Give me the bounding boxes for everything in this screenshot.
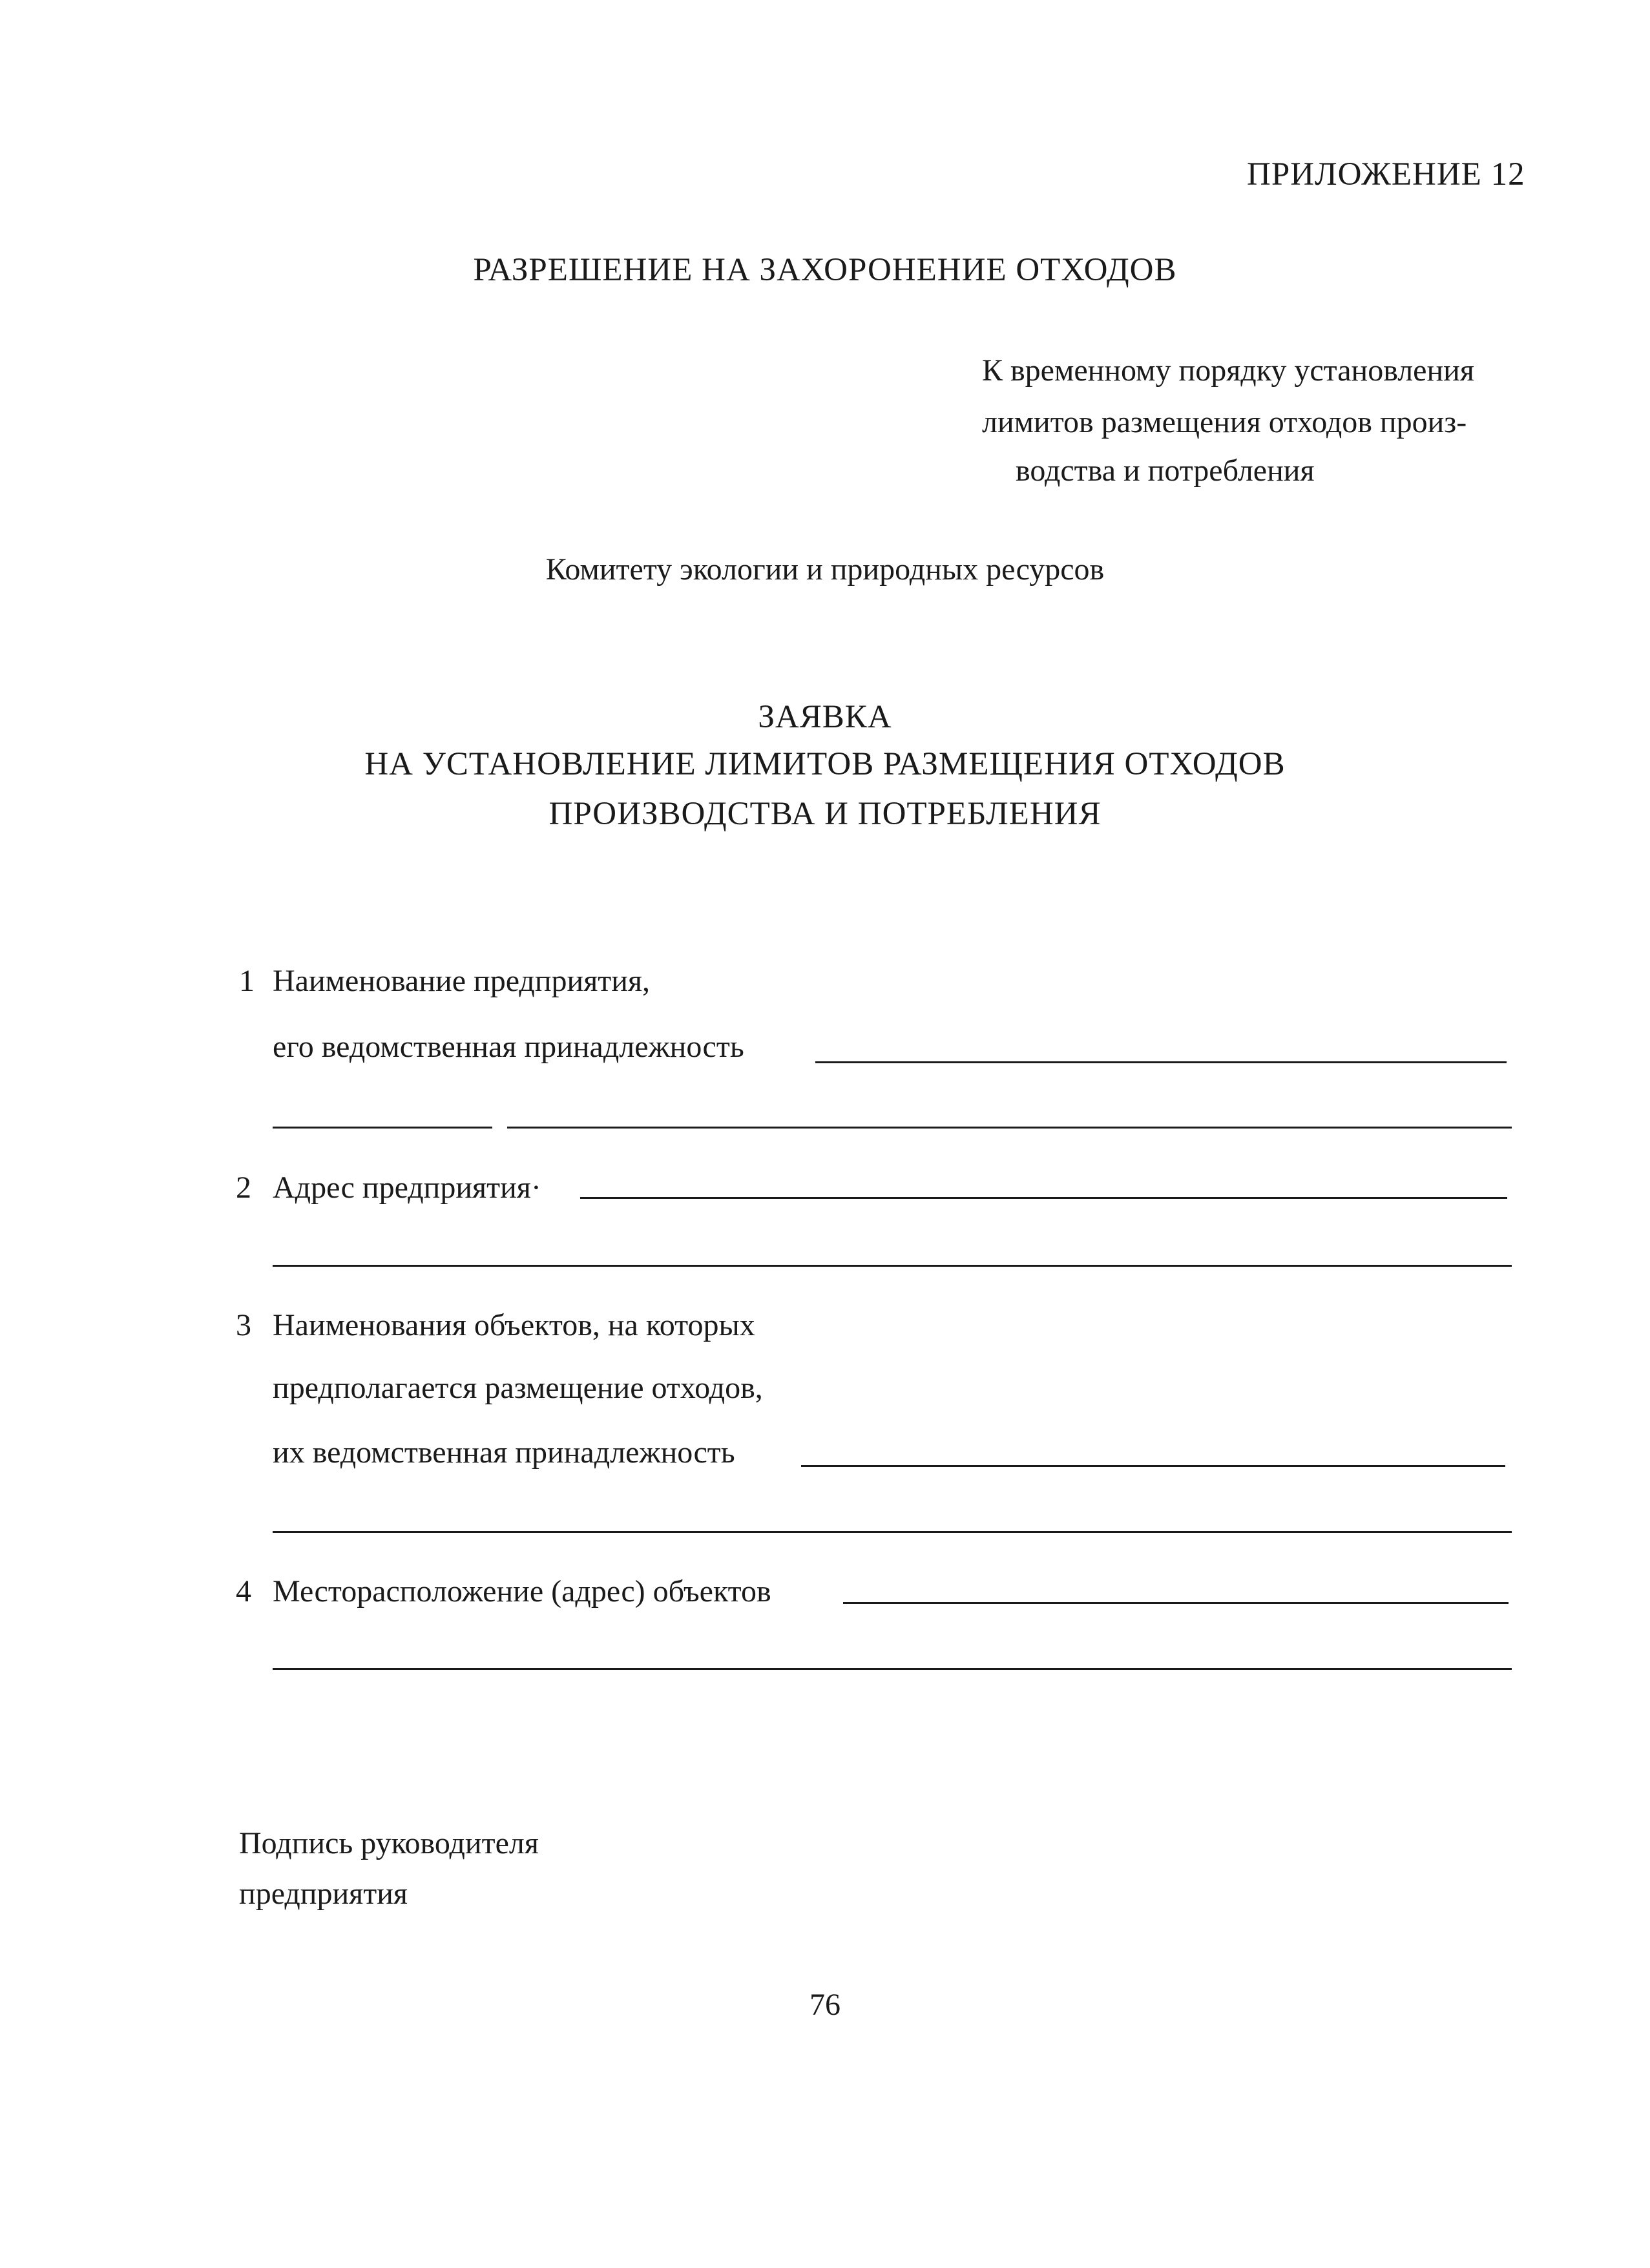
field-1-input-line-2a[interactable] [273, 1127, 492, 1129]
field-3-number: 3 [236, 1308, 251, 1342]
field-3-input-line-2[interactable] [273, 1531, 1512, 1533]
signature-label-line-1: Подпись руководителя [239, 1826, 539, 1860]
field-3-label-line-2: предполагается размещение отходов, [273, 1371, 763, 1405]
field-1-input-line-1[interactable] [815, 1061, 1507, 1063]
field-1-number: 1 [239, 964, 255, 998]
permit-title: РАЗРЕШЕНИЕ НА ЗАХОРОНЕНИЕ ОТХОДОВ [473, 252, 1177, 288]
field-4-label: Месторасположение (адрес) объектов [273, 1574, 771, 1608]
field-4-input-line-1[interactable] [843, 1602, 1509, 1604]
reference-line-1: К временному порядку установления [982, 353, 1474, 388]
field-4-number: 4 [236, 1574, 251, 1608]
form-title-line-2: НА УСТАНОВЛЕНИЕ ЛИМИТОВ РАЗМЕЩЕНИЯ ОТХОДОВ [364, 746, 1286, 782]
field-3-input-line-1[interactable] [801, 1465, 1505, 1467]
field-1-label-line-1: Наименование предприятия, [273, 964, 651, 998]
reference-line-3: водства и потребления [1016, 453, 1315, 488]
field-3-label-line-1: Наименования объектов, на которых [273, 1308, 755, 1342]
field-2-input-line-2[interactable] [273, 1265, 1512, 1267]
field-1-input-line-2b[interactable] [507, 1127, 1512, 1129]
field-2-number: 2 [236, 1170, 251, 1205]
field-1-label-line-2: его ведомственная принадлежность [273, 1030, 744, 1064]
field-2-label: Адрес предприятия· [273, 1170, 541, 1205]
field-3-label-line-3: их ведомственная принадлежность [273, 1435, 735, 1470]
reference-line-2: лимитов размещения отходов произ- [982, 405, 1467, 439]
form-title-line-3: ПРОИЗВОДСТВА И ПОТРЕБЛЕНИЯ [548, 796, 1102, 832]
field-2-input-line-1[interactable] [580, 1197, 1507, 1199]
appendix-label: ПРИЛОЖЕНИЕ 12 [1247, 156, 1525, 192]
signature-label-line-2: предприятия [239, 1877, 408, 1911]
page-number: 76 [809, 1988, 841, 2022]
form-title-line-1: ЗАЯВКА [758, 699, 892, 735]
addressee: Комитету экологии и природных ресурсов [545, 552, 1105, 587]
field-4-input-line-2[interactable] [273, 1668, 1512, 1670]
